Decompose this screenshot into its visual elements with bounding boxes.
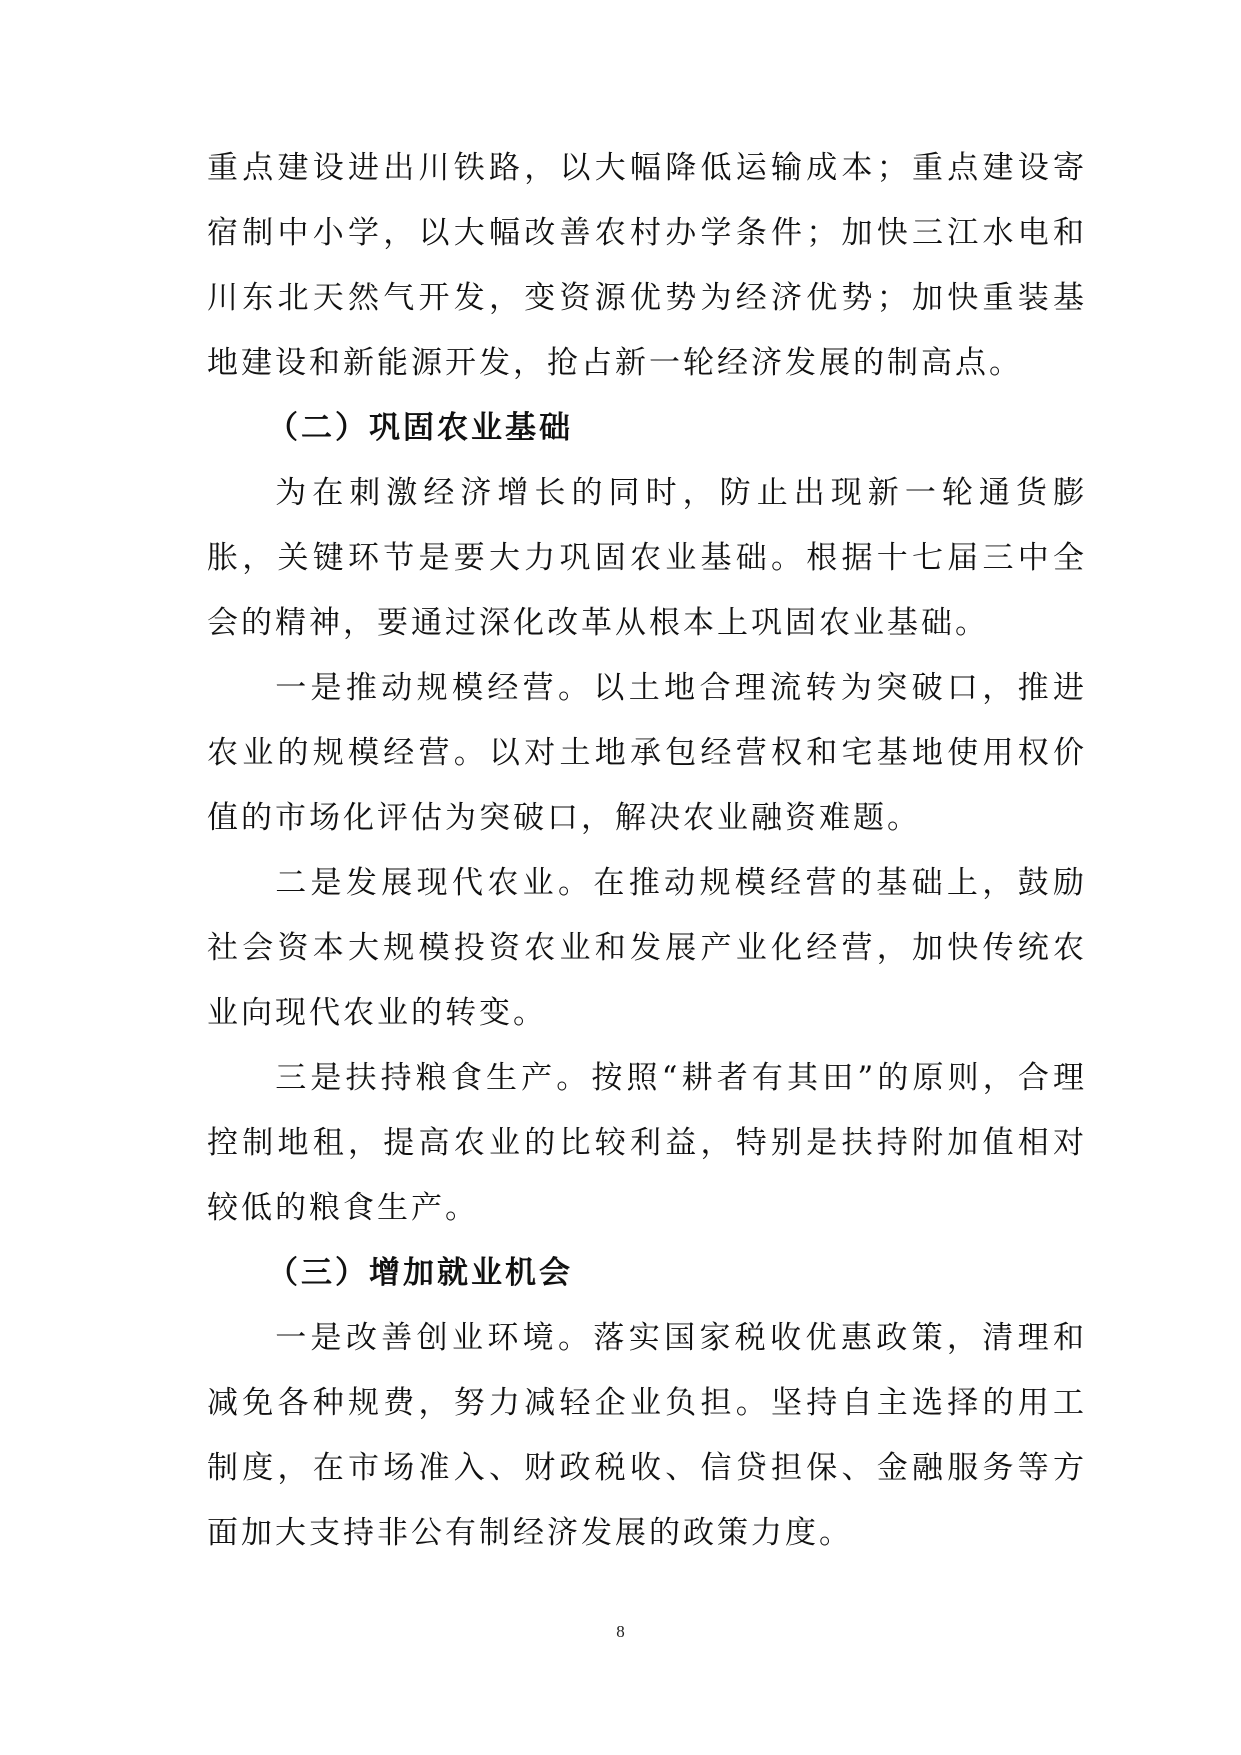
- paragraph-grain-production: 三是扶持粮食生产。按照“耕者有其田”的原则，合理控制地租，提高农业的比较利益，特别是扶持附加值相对较低的粮食生产。: [207, 1060, 1087, 1226]
- paragraph-agriculture-intro: 为在刺激经济增长的同时，防止出现新一轮通货膨胀，关键环节是要大力巩固农业基础。根据十七届三中全会的精神，要通过深化改革从根本上巩固农业基础。: [207, 475, 1087, 641]
- paragraph-modern-agriculture: 二是发展现代农业。在推动规模经营的基础上，鼓励社会资本大规模投资农业和发展产业化经营，加快传统农业向现代农业的转变。: [207, 865, 1087, 1031]
- section-heading-employment: （三）增加就业机会: [267, 1255, 573, 1291]
- paragraph-business-environment: 一是改善创业环境。落实国家税收优惠政策，清理和减免各种规费，努力减轻企业负担。坚持自主选择的用工制度，在市场准入、财政税收、信贷担保、金融服务等方面加大支持非公有制经济发展的政策力度。: [207, 1320, 1087, 1551]
- page-number: 8: [616, 1622, 625, 1641]
- paragraph-scale-operation: 一是推动规模经营。以土地合理流转为突破口，推进农业的规模经营。以对土地承包经营权和宅基地使用权价值的市场化评估为突破口，解决农业融资难题。: [207, 670, 1087, 836]
- page-body: [207, 136, 1087, 1566]
- section-heading-agriculture: （二）巩固农业基础: [267, 410, 573, 446]
- paragraph-infrastructure: 重点建设进出川铁路，以大幅降低运输成本；重点建设寄宿制中小学，以大幅改善农村办学条件；加快三江水电和川东北天然气开发，变资源优势为经济优势；加快重装基地建设和新能源开发，抢占新一轮经济发展的制高点。: [207, 150, 1087, 381]
